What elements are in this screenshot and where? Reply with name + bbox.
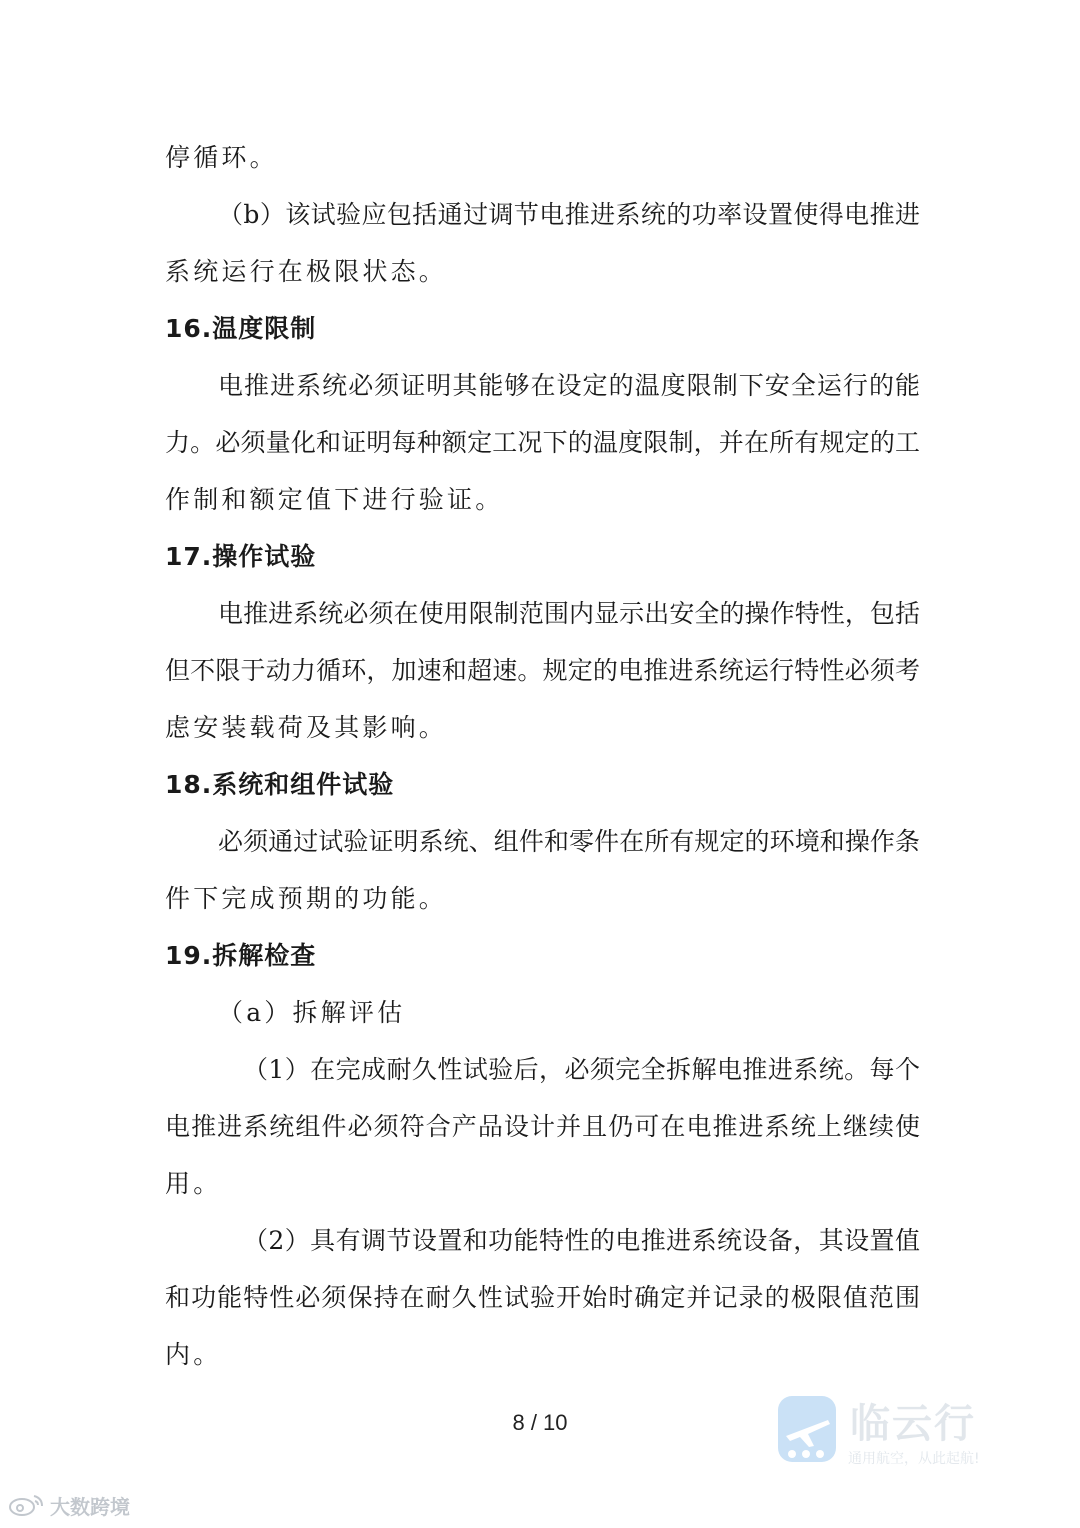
text-line: 力。必须量化和证明每种额定工况下的温度限制，并在所有规定的工 (165, 428, 920, 457)
text-line: 电推进系统必须证明其能够在设定的温度限制下安全运行的能 (218, 371, 920, 400)
watermark-logo-name: 临云行 (850, 1401, 976, 1447)
text-line: 系统运行在极限状态。 (165, 257, 448, 286)
text-line: 虑安装载荷及其影响。 (165, 713, 448, 742)
text-line: 但不限于动力循环，加速和超速。规定的电推进系统运行特性必须考 (165, 656, 920, 685)
text-line: 电推进系统组件必须符合产品设计并且仍可在电推进系统上继续使 (165, 1112, 920, 1141)
text-line: 件下完成预期的功能。 (165, 884, 448, 913)
watermark-source-text: 大数跨境 (50, 1494, 130, 1519)
text-line: （1）在完成耐久性试验后，必须完全拆解电推进系统。每个 (243, 1055, 920, 1084)
text-line: 电推进系统必须在使用限制范围内显示出安全的操作特性，包括 (218, 599, 920, 628)
section-heading-16: 16.温度限制 (165, 314, 317, 343)
text-line: （2）具有调节设置和功能特性的电推进系统设备，其设置值 (243, 1226, 920, 1255)
text-line: 停循环。 (165, 143, 278, 172)
text-line: 必须通过试验证明系统、组件和零件在所有规定的环境和操作条 (218, 827, 920, 856)
text-line: 作制和额定值下进行验证。 (165, 485, 504, 514)
section-heading-18: 18.系统和组件试验 (165, 770, 395, 799)
watermark-source (6, 1490, 130, 1520)
airplane-icon (778, 1396, 836, 1462)
section-heading-19: 19.拆解检查 (165, 941, 317, 970)
text-line: （b）该试验应包括通过调节电推进系统的功率设置使得电推进 (218, 200, 920, 229)
page-number: 8 / 10 (512, 1410, 568, 1435)
subsection-heading: （a）拆解评估 (218, 998, 406, 1027)
watermark-logo-slogan: 通用航空，从此起航! (848, 1451, 980, 1467)
text-line: 用。 (165, 1169, 222, 1198)
watermark-logo (778, 1396, 1006, 1476)
text-line: 和功能特性必须保持在耐久性试验开始时确定并记录的极限值范围 (165, 1283, 920, 1312)
weibo-icon (6, 1492, 46, 1518)
section-heading-17: 17.操作试验 (165, 542, 317, 571)
text-line: 内。 (165, 1340, 222, 1369)
